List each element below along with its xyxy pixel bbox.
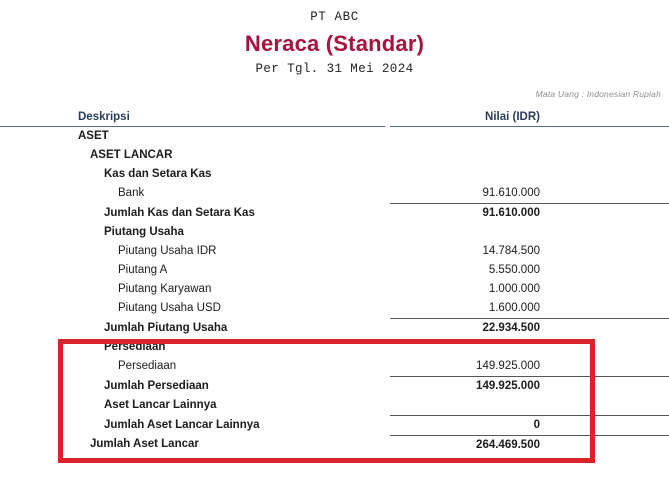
row-value (390, 223, 669, 242)
row-value: 91.610.000 (482, 207, 540, 219)
row-value (390, 396, 669, 415)
table-row (0, 223, 669, 242)
row-value (390, 165, 669, 184)
table-row (0, 165, 669, 184)
row-label: Aset Lancar Lainnya (104, 399, 217, 411)
balance-sheet-table (0, 111, 669, 455)
document-header (0, 0, 669, 77)
row-value: 1.600.000 (390, 299, 669, 319)
table-row (0, 396, 669, 415)
table-row (0, 242, 669, 261)
row-label: Kas dan Setara Kas (104, 168, 212, 180)
row-label: ASET (78, 130, 109, 142)
table-row (0, 299, 669, 319)
table-row (0, 146, 669, 165)
table-row (0, 261, 669, 280)
balance-sheet-table-wrapper (0, 111, 669, 455)
row-label: Persediaan (118, 360, 177, 373)
report-title: Neraca (Standar) (244, 31, 425, 56)
row-label: Piutang Usaha USD (118, 302, 221, 315)
row-value (390, 127, 669, 147)
row-label: Jumlah Aset Lancar (90, 438, 199, 451)
row-label: ASET LANCAR (90, 149, 173, 161)
table-header (0, 111, 669, 127)
table-row (0, 184, 669, 204)
table-row (0, 127, 669, 147)
table-body (0, 127, 669, 455)
table-row (0, 357, 669, 377)
table-row (0, 415, 669, 435)
row-label: Persediaan (104, 341, 166, 353)
table-header-row (0, 111, 669, 127)
row-label: Jumlah Aset Lancar Lainnya (104, 418, 260, 431)
report-period: Per Tgl. 31 Mei 2024 (255, 62, 414, 76)
row-label: Piutang Karyawan (118, 283, 212, 295)
table-row (0, 204, 669, 224)
table-row (0, 338, 669, 357)
row-value: 22.934.500 (482, 322, 540, 334)
company-name: PT ABC (310, 10, 359, 24)
column-header-value: Nilai (IDR) (390, 111, 669, 127)
row-label: Piutang Usaha (104, 226, 184, 238)
column-header-description: Deskripsi (0, 111, 385, 127)
row-value: 0 (390, 415, 669, 435)
row-label: Bank (118, 187, 145, 200)
table-row (0, 377, 669, 397)
row-value: 264.469.500 (476, 438, 540, 451)
row-value: 5.550.000 (488, 264, 540, 276)
row-label: Piutang A (118, 264, 168, 276)
row-value: 1.000.000 (488, 283, 540, 295)
row-value (390, 146, 669, 165)
row-value (390, 338, 669, 357)
row-value: 149.925.000 (476, 380, 540, 392)
currency-note: Mata Uang : Indonesian Rupiah (535, 89, 661, 99)
table-row (0, 435, 669, 455)
row-value: 149.925.000 (390, 357, 669, 377)
row-label: Jumlah Piutang Usaha (104, 321, 228, 334)
row-label: Jumlah Kas dan Setara Kas (104, 206, 255, 219)
row-value: 91.610.000 (390, 184, 669, 204)
row-value: 14.784.500 (482, 245, 540, 257)
row-label: Piutang Usaha IDR (118, 245, 217, 257)
table-row (0, 319, 669, 339)
table-row (0, 280, 669, 299)
row-label: Jumlah Persediaan (104, 379, 209, 392)
